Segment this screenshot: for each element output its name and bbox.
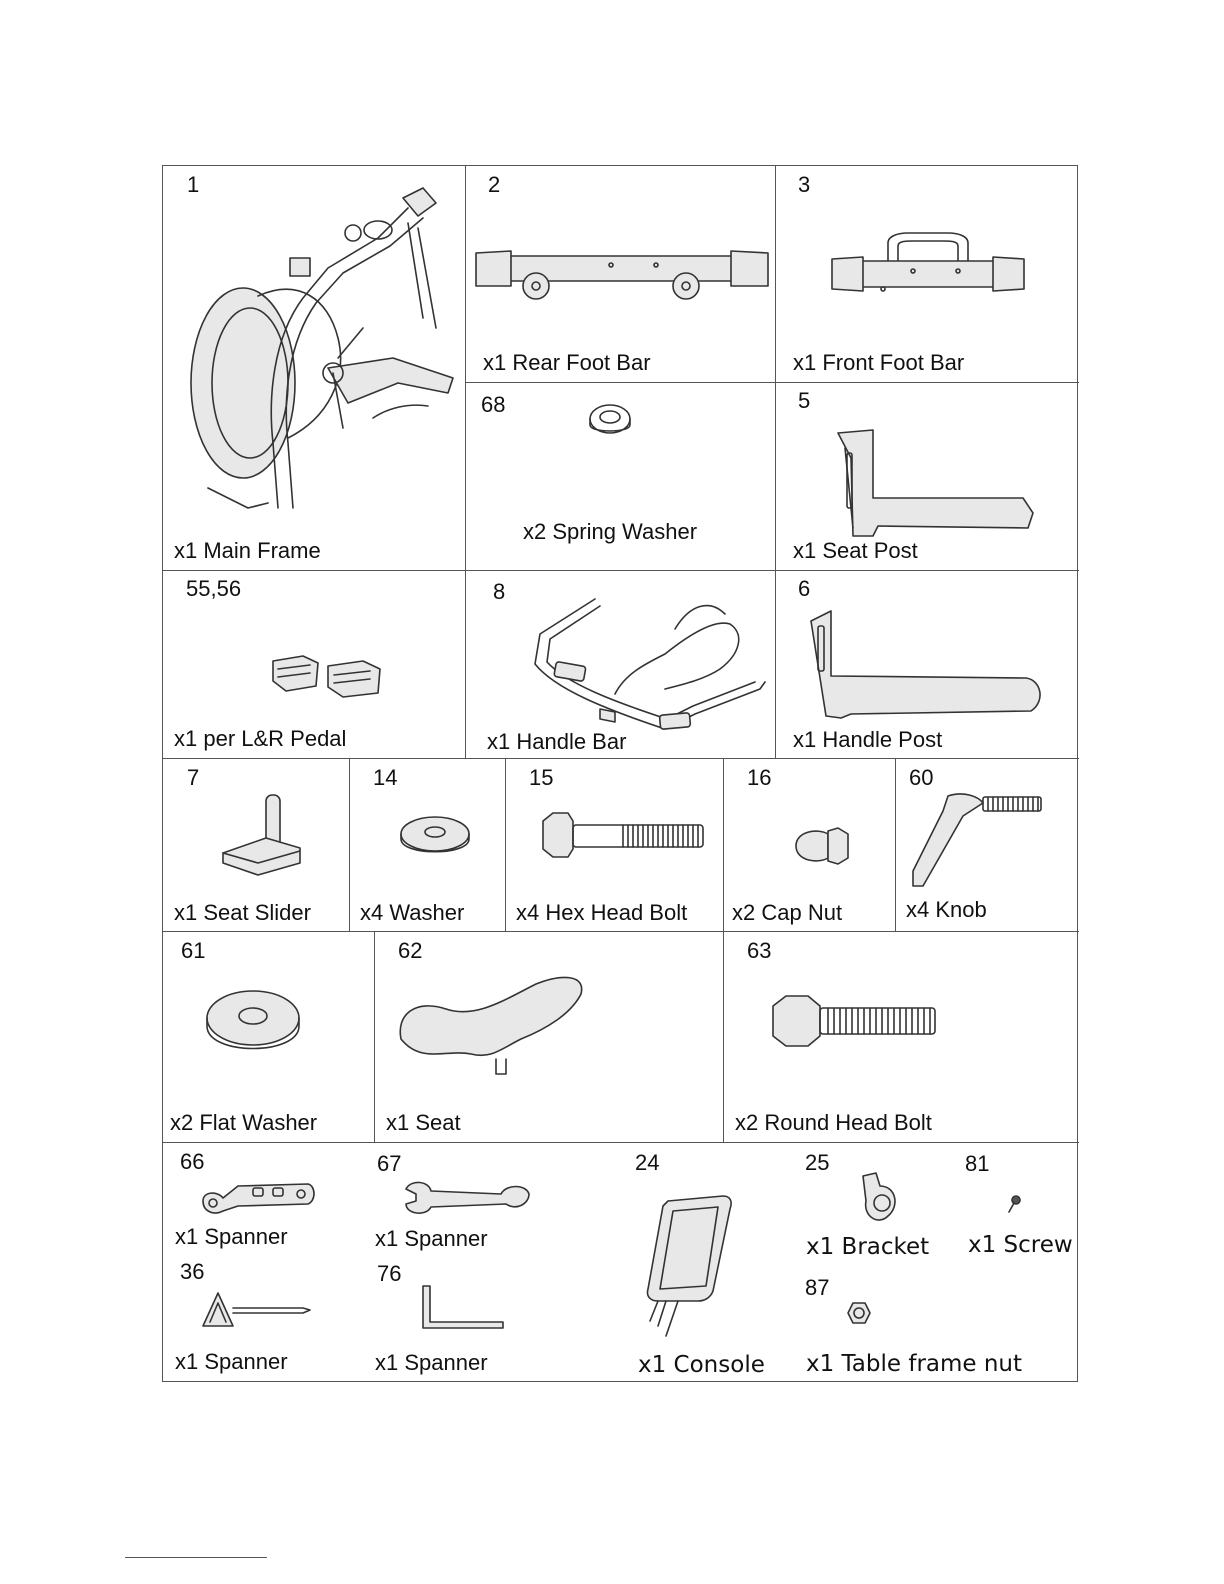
seat-post-drawing xyxy=(833,428,1043,538)
table-frame-nut-drawing xyxy=(847,1301,871,1325)
part-label: x1 Front Foot Bar xyxy=(793,350,965,375)
part-number: 24 xyxy=(635,1150,660,1175)
part-label: x1 Spanner xyxy=(375,1350,488,1375)
cap-nut-drawing xyxy=(793,826,853,866)
flat-washer-drawing xyxy=(203,988,303,1058)
part-label: x1 per L&R Pedal xyxy=(174,726,347,751)
round-head-bolt-drawing xyxy=(768,994,938,1049)
part-number: 1 xyxy=(187,172,200,197)
part-number: 66 xyxy=(180,1149,205,1174)
part-number: 62 xyxy=(398,938,423,963)
part-label: x1 Rear Foot Bar xyxy=(483,350,651,375)
part-label: x1 Seat Slider xyxy=(174,900,311,925)
seat-slider-drawing xyxy=(218,793,303,878)
part-label: x1 Console xyxy=(638,1352,765,1378)
part-number: 87 xyxy=(805,1275,830,1300)
part-number: 14 xyxy=(373,765,398,790)
screw-drawing xyxy=(1006,1194,1022,1214)
part-number: 16 xyxy=(747,765,772,790)
part-number: 8 xyxy=(493,579,506,604)
spanner-76-drawing xyxy=(418,1284,508,1334)
part-number: 76 xyxy=(377,1261,402,1286)
part-number: 36 xyxy=(180,1259,205,1284)
pedals-drawing xyxy=(268,651,388,701)
rear-foot-bar-drawing xyxy=(471,241,771,311)
bracket-drawing xyxy=(858,1171,903,1226)
part-number: 55,56 xyxy=(186,576,242,601)
part-label: x1 Handle Bar xyxy=(487,729,627,754)
part-label: x2 Round Head Bolt xyxy=(735,1110,932,1135)
part-label: x2 Flat Washer xyxy=(170,1110,318,1135)
spanner-66-drawing xyxy=(198,1176,318,1216)
part-number: 7 xyxy=(187,765,200,790)
part-number: 5 xyxy=(798,388,811,413)
part-number: 61 xyxy=(181,938,206,963)
part-number: 67 xyxy=(377,1151,402,1176)
part-label: x1 Bracket xyxy=(806,1234,930,1260)
part-label: x4 Knob xyxy=(906,897,987,922)
front-foot-bar-drawing xyxy=(828,231,1028,311)
part-number: 3 xyxy=(798,172,811,197)
part-number: 63 xyxy=(747,938,772,963)
handle-post-drawing xyxy=(806,606,1051,718)
main-frame-drawing xyxy=(178,178,458,523)
part-label: x1 Spanner xyxy=(175,1349,288,1374)
part-number: 25 xyxy=(805,1150,830,1175)
part-label: x1 Seat Post xyxy=(793,538,918,563)
part-number: 60 xyxy=(909,765,934,790)
part-label: x1 Seat xyxy=(386,1110,461,1135)
part-number: 2 xyxy=(488,172,501,197)
hex-head-bolt-drawing xyxy=(538,811,708,861)
part-label: x1 Main Frame xyxy=(174,538,321,563)
spanner-67-drawing xyxy=(401,1179,531,1219)
part-number: 6 xyxy=(798,576,811,601)
part-number: 81 xyxy=(965,1151,990,1176)
knob-drawing xyxy=(908,791,1048,891)
spanner-36-drawing xyxy=(198,1288,313,1333)
part-label: x4 Washer xyxy=(360,900,465,925)
part-label: x1 Handle Post xyxy=(793,727,943,752)
part-label: x1 Screw xyxy=(968,1232,1073,1258)
washer-drawing xyxy=(398,814,473,859)
parts-list-sheet xyxy=(162,165,1078,1382)
part-number: 68 xyxy=(481,392,506,417)
part-label: x1 Spanner xyxy=(175,1224,288,1249)
part-label: x4 Hex Head Bolt xyxy=(516,900,688,925)
part-label: x1 Spanner xyxy=(375,1226,488,1251)
part-label: x2 Spring Washer xyxy=(523,519,698,544)
part-number: 15 xyxy=(529,765,554,790)
part-label: x1 Table frame nut xyxy=(806,1351,1023,1377)
part-label: x2 Cap Nut xyxy=(732,900,843,925)
spring-washer-drawing xyxy=(588,401,638,441)
handle-bar-drawing xyxy=(515,594,767,744)
footer-rule xyxy=(125,1557,267,1558)
seat-drawing xyxy=(396,974,591,1079)
console-drawing xyxy=(638,1191,738,1336)
